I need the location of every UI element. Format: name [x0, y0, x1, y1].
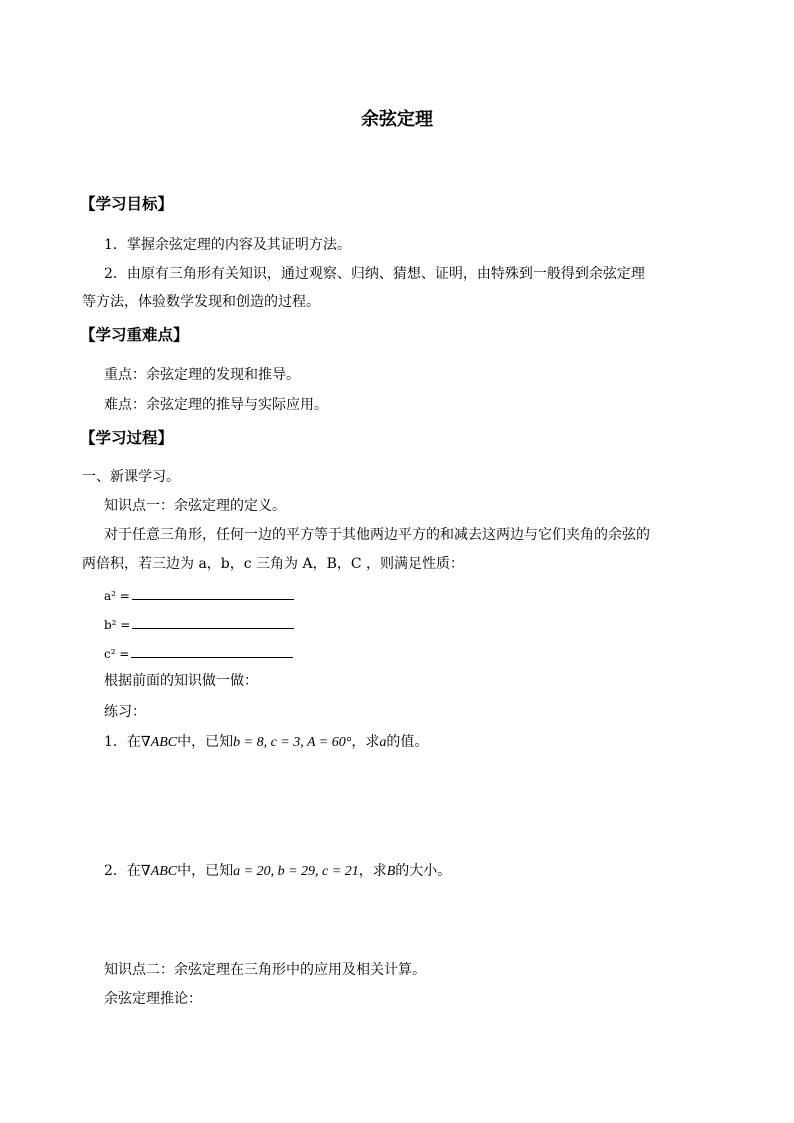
exercise-1-end: 的值。 [386, 734, 429, 750]
practice-heading: 练习： [104, 704, 146, 720]
goal-item-2-line-2: 等方法，体验数学发现和创造的过程。 [82, 294, 320, 310]
key-difficulty: 难点：余弦定理的推导与实际应用。 [104, 397, 328, 413]
page-title: 余弦定理 [361, 109, 433, 130]
exercise-1-prefix: 1．在 [104, 734, 141, 750]
section-heading-process: 【学习过程】 [80, 428, 174, 447]
definition-line-2: 两倍积，若三边为 a，b，c 三角为 A，B，C ，则满足性质： [82, 556, 465, 572]
equation-c-label: c² = [104, 647, 130, 661]
exercise-2-prefix: 2．在 [104, 863, 141, 879]
corollary-heading: 余弦定理推论： [104, 991, 202, 1007]
exercise-2-variable: B [386, 864, 396, 879]
fill-blank-a [132, 585, 294, 600]
key-focus: 重点：余弦定理的发现和推导。 [104, 367, 300, 383]
exercise-1-given: 中，已知 [177, 734, 234, 750]
equation-c-blank [104, 643, 293, 661]
exercise-1-ask: ，求 [351, 734, 380, 750]
exercise-2-triangle: ∇ABC [140, 864, 178, 879]
knowledge-point-2: 知识点二：余弦定理在三角形中的应用及相关计算。 [104, 962, 426, 978]
equation-a-blank [104, 585, 294, 603]
exercise-2-end: 的大小。 [395, 863, 452, 879]
knowledge-point-1: 知识点一：余弦定理的定义。 [104, 498, 286, 514]
goal-item-2-line-1: 2．由原有三角形有关知识，通过观察、归纳、猜想、证明，由特殊到一般得到余弦定理 [104, 266, 645, 282]
exercise-1-triangle: ∇ABC [140, 735, 178, 750]
equation-b-blank [104, 614, 294, 632]
part-one-heading: 一、新课学习。 [82, 469, 180, 485]
exercise-2-given: 中，已知 [177, 863, 234, 879]
equation-b-label: b² = [104, 618, 131, 632]
equation-a-label: a² = [104, 589, 130, 603]
exercise-2-conditions: a = 20, b = 29, c = 21 [233, 864, 359, 879]
exercise-1-variable: a [379, 735, 387, 750]
goal-item-1: 1．掌握余弦定理的内容及其证明方法。 [104, 237, 351, 253]
exercise-1 [104, 731, 428, 751]
section-heading-key-points: 【学习重难点】 [80, 325, 189, 344]
definition-line-1: 对于任意三角形，任何一边的平方等于其他两边平方的和减去这两边与它们夹角的余弦的 [104, 527, 650, 543]
exercise-2-ask: ，求 [358, 863, 387, 879]
exercise-1-conditions: b = 8, c = 3, A = 60° [233, 735, 352, 750]
try-it-prompt: 根据前面的知识做一做： [104, 673, 258, 689]
fill-blank-b [132, 614, 294, 629]
exercise-2 [104, 860, 451, 880]
section-heading-goals: 【学习目标】 [80, 194, 174, 213]
fill-blank-c [131, 643, 293, 658]
